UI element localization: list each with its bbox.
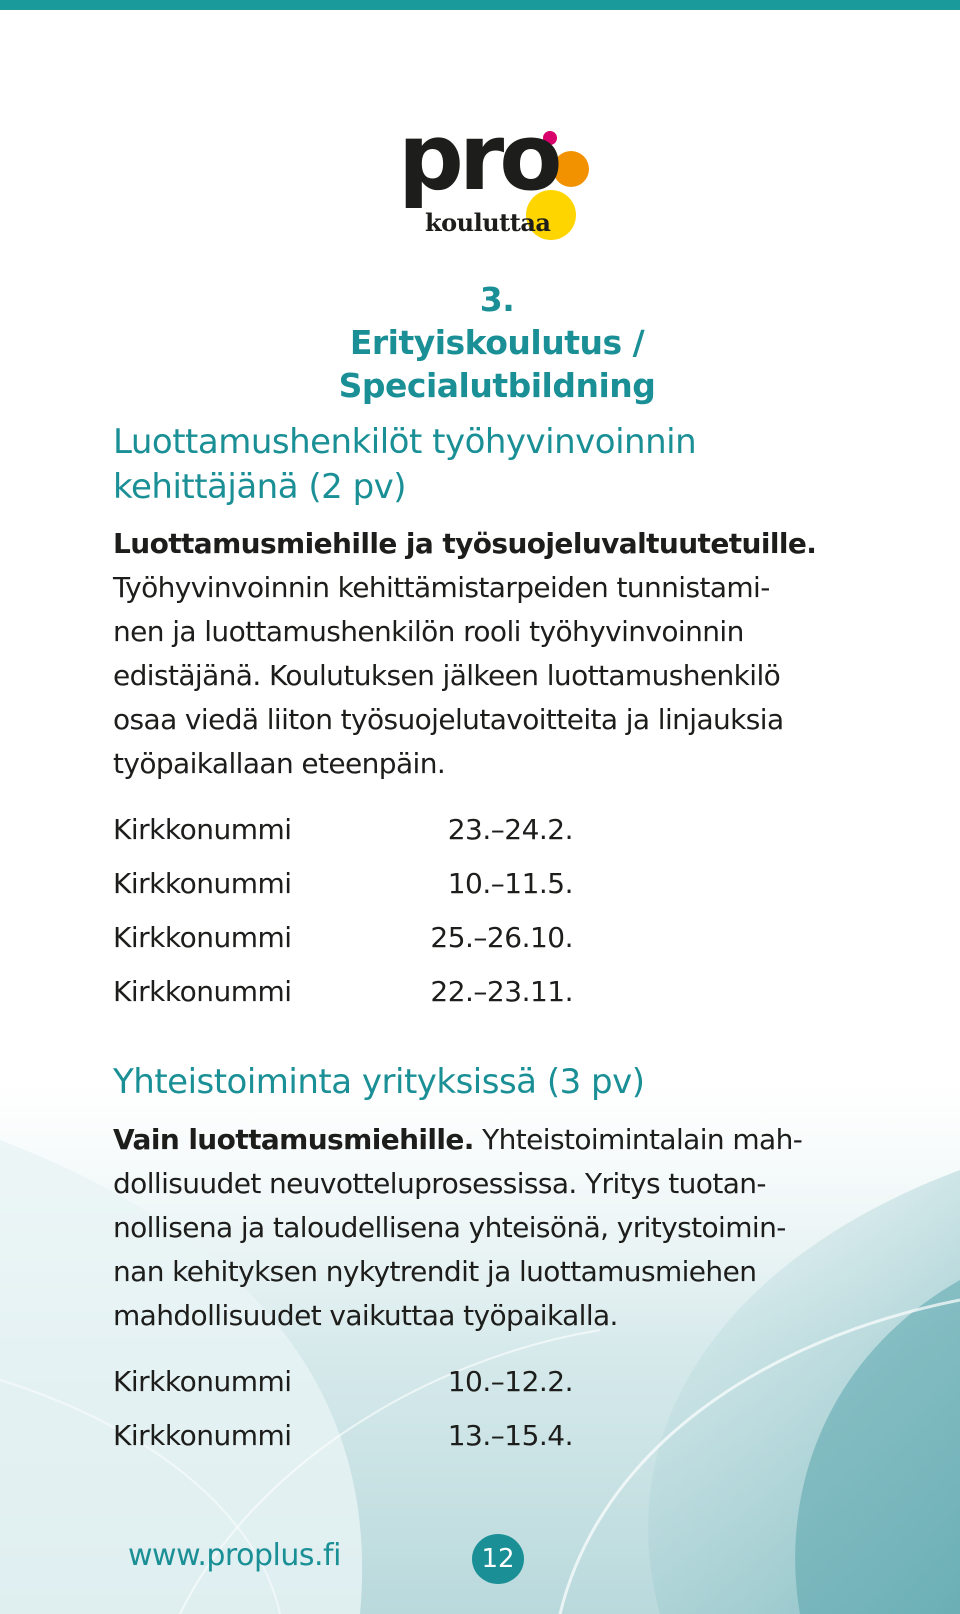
session-date: 22.–23.11. [430,975,573,1008]
course-1-title-line-2: kehittäjänä (2 pv) [113,467,407,507]
logo-subtitle: kouluttaa [425,208,551,237]
course-1-title-line-1: Luottamushenkilöt työhyvinvoinnin [113,422,697,462]
website-link[interactable]: www.proplus.fi [128,1538,341,1573]
course-2-line: dollisuudet neuvotteluprosessissa. Yritys tuotan- [113,1167,766,1200]
course-1-session-row [113,808,573,852]
page-number-badge: 12 [472,1534,524,1584]
course-1-audience: Luottamusmiehille ja työsuojeluvaltuutetuille. [113,527,817,560]
session-place: Kirkkonummi [113,867,292,900]
course-2-line: Yhteistoimintalain mah- [473,1123,803,1156]
course-1-session-row [113,862,573,906]
section-heading [0,278,960,407]
course-1-session-row [113,970,573,1014]
session-date: 25.–26.10. [430,921,573,954]
course-1-line: edistäjänä. Koulutuksen jälkeen luottamushenkilö [113,659,781,692]
pro-kouluttaa-logo [398,104,598,246]
session-place: Kirkkonummi [113,921,292,954]
course-1-line: osaa viedä liiton työsuojelutavoitteita ja linjauksia [113,703,784,736]
section-title-sv: Specialutbildning [338,366,656,405]
session-date: 13.–15.4. [447,1419,573,1452]
course-2-description [113,1118,903,1338]
section-number: 3. [479,280,515,319]
course-2-line: mahdollisuudet vaikuttaa työpaikalla. [113,1299,618,1332]
course-1-line: työpaikallaan eteenpäin. [113,747,446,780]
course-2-audience: Vain luottamusmiehille. [113,1123,474,1156]
course-1-line: Työhyvinvoinnin kehittämistarpeiden tunnistami- [113,571,770,604]
session-place: Kirkkonummi [113,975,292,1008]
section-title-fi: Erityiskoulutus / [349,323,645,362]
course-2-line: nan kehityksen nykytrendit ja luottamusmiehen [113,1255,757,1288]
session-date: 10.–12.2. [447,1365,573,1398]
session-place: Kirkkonummi [113,813,292,846]
session-date: 23.–24.2. [447,813,573,846]
logo-orange-dot [553,151,589,187]
session-place: Kirkkonummi [113,1365,292,1398]
course-2-session-row [113,1414,573,1458]
course-1-title [113,420,696,510]
logo-word: pro [398,104,558,211]
course-2-line: nollisena ja taloudellisena yhteisönä, yritystoimin- [113,1211,786,1244]
course-2-session-row [113,1360,573,1404]
course-2-title: Yhteistoiminta yrityksissä (3 pv) [113,1062,645,1102]
course-1-line: nen ja luottamushenkilön rooli työhyvinvoinnin [113,615,744,648]
course-1-description [113,522,903,786]
session-place: Kirkkonummi [113,1419,292,1452]
course-1-session-row [113,916,573,960]
session-date: 10.–11.5. [447,867,573,900]
